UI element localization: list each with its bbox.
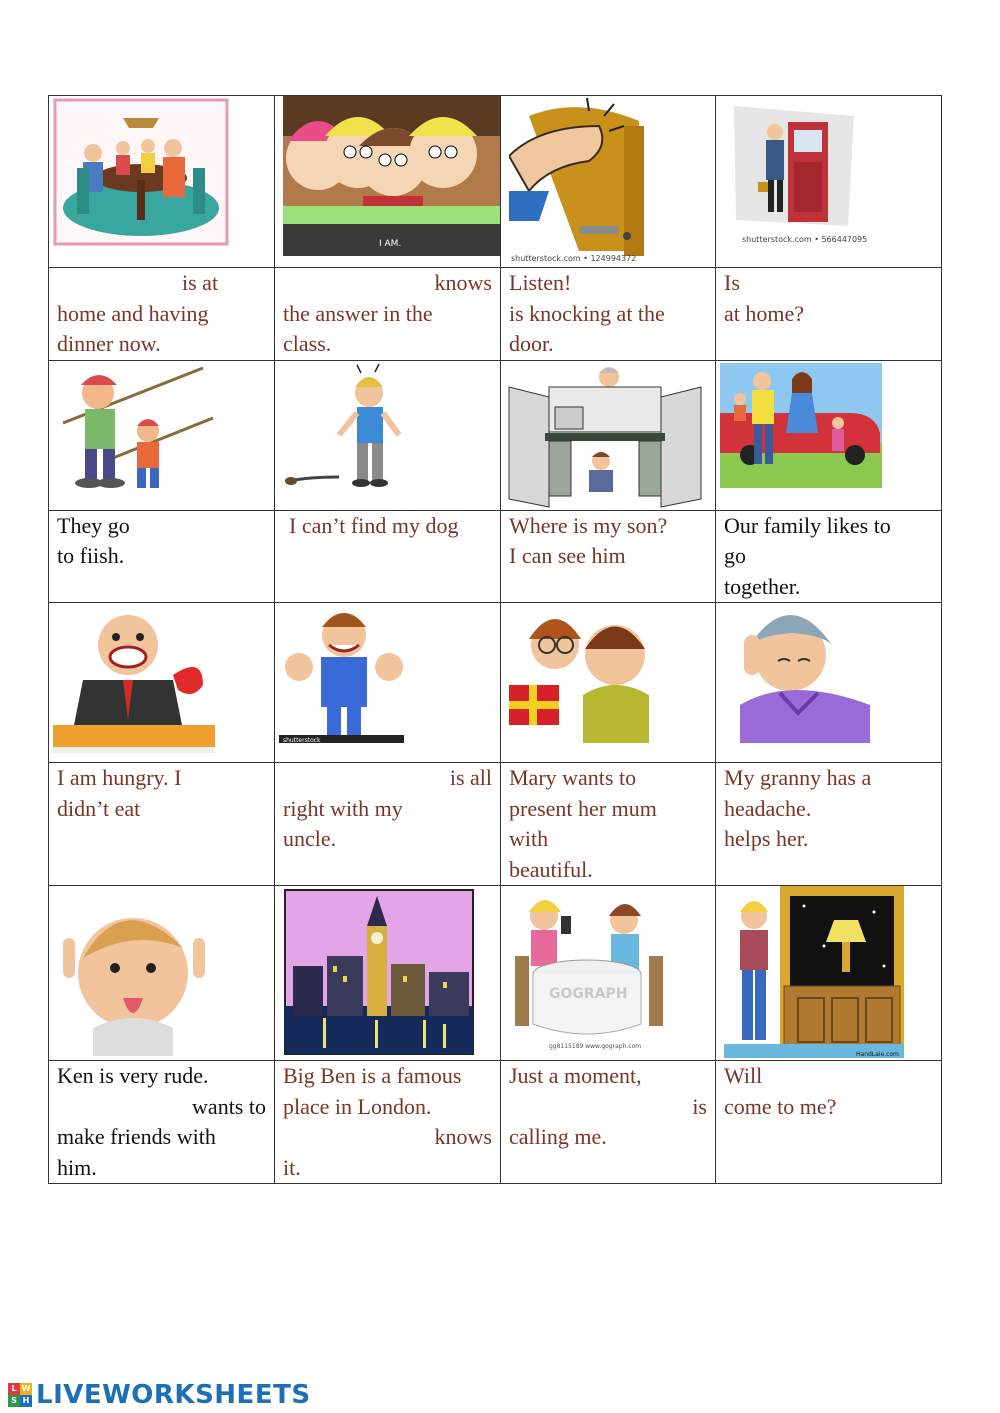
card-8-text: Our family likes to go together. xyxy=(716,510,942,603)
liveworksheets-logo-icon: L W S H xyxy=(8,1383,32,1407)
watermark-gograph: GOGRAPH xyxy=(549,986,628,1002)
picture-girl-gift-mum xyxy=(501,603,716,763)
card-3-text: Listen! is knocking at the door. xyxy=(501,268,716,361)
card-13-text: Ken is very rude. wants to make friends with him. xyxy=(49,1061,275,1184)
picture-granny-headache xyxy=(716,603,942,763)
picture-hungry-man xyxy=(49,603,275,763)
card-16-text: Will come to me? xyxy=(716,1061,942,1184)
caption-handlaie: HandLaie.com xyxy=(856,1051,899,1058)
card-4-text: Is at home? xyxy=(716,268,942,361)
caption-gograph-id: gg8115189 www.gograph.com xyxy=(549,1043,642,1050)
picture-restaurant-phone xyxy=(501,886,716,1061)
liveworksheets-brand: LIVEWORKSHEETS xyxy=(36,1380,311,1410)
picture-thumbs-up xyxy=(275,603,501,763)
card-9-text: I am hungry. I didn’t eat xyxy=(49,763,275,886)
worksheet-grid xyxy=(48,95,942,1184)
card-11-text: Mary wants to present her mum with beautiful. xyxy=(501,763,716,886)
picture-big-ben xyxy=(275,886,501,1061)
card-12-text: My granny has a headache. helps her. xyxy=(716,763,942,886)
caption-i-am: I AM. xyxy=(379,239,402,249)
liveworksheets-footer[interactable] xyxy=(8,1380,311,1410)
picture-family-car xyxy=(716,360,942,510)
card-14-text: Big Ben is a famous place in London. knows it. xyxy=(275,1061,501,1184)
picture-knocking-door xyxy=(501,96,716,268)
picture-window-night xyxy=(716,886,942,1061)
picture-fishing xyxy=(49,360,275,510)
picture-family-dinner xyxy=(49,96,275,268)
picture-man-at-door xyxy=(716,96,942,268)
card-7-text: Where is my son? I can see him xyxy=(501,510,716,603)
picture-boy-lost-dog xyxy=(275,360,501,510)
card-1-text: is at home and having dinner now. xyxy=(49,268,275,361)
caption-shutterstock-door: shutterstock.com • 566447095 xyxy=(742,235,868,244)
card-5-text: They go to fiish. xyxy=(49,510,275,603)
picture-office-hiding xyxy=(501,360,716,510)
caption-shutterstock-knock: shutterstock.com • 124994372 xyxy=(511,254,637,263)
card-15-text: Just a moment, is calling me. xyxy=(501,1061,716,1184)
picture-rude-boy xyxy=(49,886,275,1061)
picture-classroom-kids xyxy=(275,96,501,268)
card-6-text: I can’t find my dog xyxy=(275,510,501,603)
card-10-text: is all right with my uncle. xyxy=(275,763,501,886)
worksheet xyxy=(48,95,941,1184)
card-2-text: knows the answer in the class. xyxy=(275,268,501,361)
caption-shutterstock-thumbs: shutterstock xyxy=(283,737,321,744)
